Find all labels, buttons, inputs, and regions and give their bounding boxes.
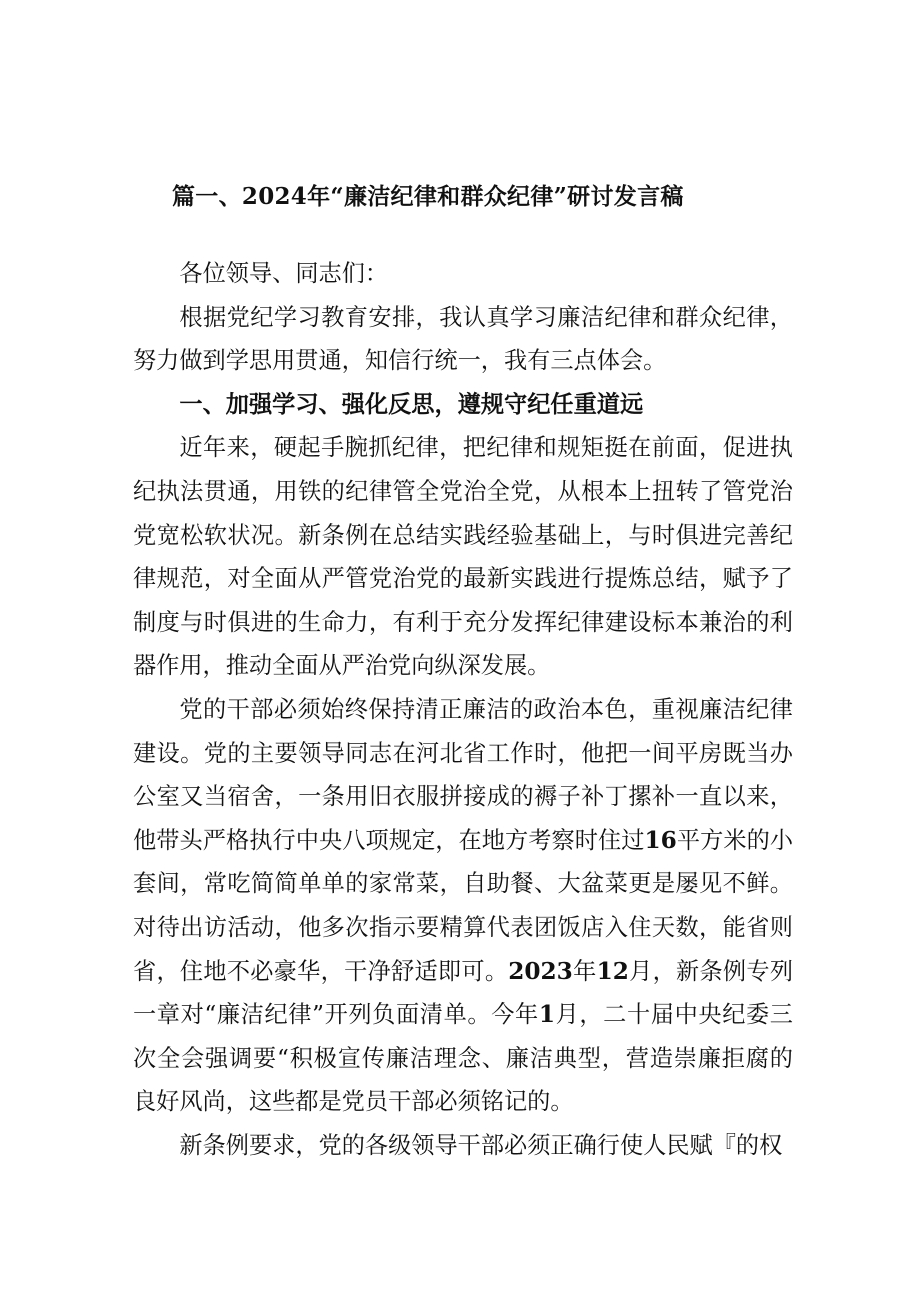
para2-text-a: 党的干部必须始终保持清正廉洁的政治本色，重视廉洁纪律建设。党的主要领导同志在河北省工作时，他把一间平房既当办公室又当宿舍，一条用旧衣服拼接成的褥子补丁摞补一直以来，他带头严格执行中央八项规定，在地方考察时住过: [133, 695, 793, 854]
para2-text-d: 月，新条例专列一章对“廉洁纪律”开列负面清单。今年: [133, 957, 794, 1029]
body-paragraph-2: [133, 688, 793, 1124]
document-title: 篇一、2024年“廉洁纪律和群众纪律”研讨发言稿: [172, 183, 684, 210]
greeting-paragraph: 各位领导、同志们：: [179, 260, 389, 287]
para2-number-16: 16: [644, 826, 677, 854]
document-body: [133, 252, 793, 1167]
section-heading-1: 一、加强学习、强化反思，遵规守纪任重道远: [179, 390, 644, 418]
para2-text-c: 年: [572, 957, 597, 985]
para2-text-e: 月，二十届中央纪委三次全会强调要“积极宣传廉洁理念、廉洁典型，营造崇廉拒腐的良好风尚，这些都是党员干部必须铭记的。: [133, 1001, 793, 1116]
para2-month-12: 12: [596, 957, 629, 985]
para2-text-b: 平方米的小套间，常吃简简单单的家常菜，自助餐、大盆菜更是屡见不鲜。对待出访活动，他多次指示要精算代表团饭店入住天数，能省则省，住地不必豪华，干净舒适即可。: [133, 826, 794, 985]
body-paragraph-1: 近年来，硬起手腕抓纪律，把纪律和规矩挺在前面，促进执纪执法贯通，用铁的纪律管全党治全党，从根本上扭转了管党治党宽松软状况。新条例在总结实践经验基础上，与时俱进完善纪律规范，对全面从严管党治党的最新实践进行提炼总结，赋予了制度与时俱进的生命力，有利于充分发挥纪律建设标本兼治的利器作用，推动全面从严治党向纵深发展。: [133, 434, 793, 680]
body-paragraph-3: 新条例要求，党的各级领导干部必须正确行使人民赋『的权: [179, 1131, 783, 1159]
para2-month-1: 1: [538, 1001, 555, 1029]
intro-paragraph: 根据党纪学习教育安排，我认真学习廉洁纪律和群众纪律，努力做到学思用贯通，知信行统一，我有三点体会。: [133, 303, 793, 375]
para2-year-2023: 2023: [508, 957, 573, 985]
